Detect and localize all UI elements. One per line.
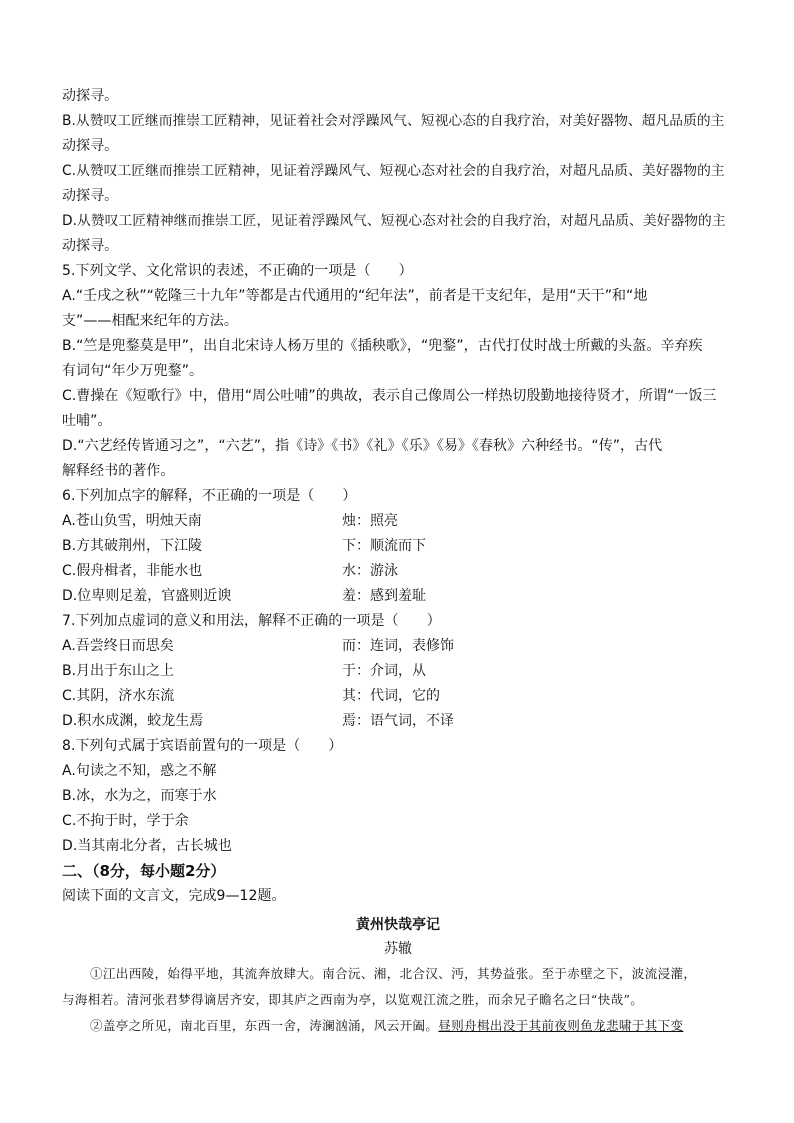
option-row <box>62 684 734 709</box>
exam-page <box>62 84 734 1039</box>
option-text: B.冰，水为之，而寒于水 <box>62 788 217 804</box>
text-line: D.从赞叹工匠精神继而推崇工匠，见证着浮躁风气、短视心态对社会的自我疗治，对超凡品质、美好器物的主 <box>62 213 726 229</box>
question-7 <box>62 609 734 734</box>
option-gloss: 羞：感到羞耻 <box>342 588 426 604</box>
option-gloss: 水：游泳 <box>342 563 398 579</box>
option-text: C.不拘于时，学于余 <box>62 813 189 829</box>
option-gloss: 其：代词，它的 <box>342 688 440 704</box>
text-line: 动探寻。 <box>62 88 119 104</box>
text-line: C.曹操在《短歌行》中，借用“周公吐哺”的典故，表示自己像周公一样热切殷勤地接待贤才，所谓“一饭三 <box>62 388 717 404</box>
question-stem: 5.下列文学、文化常识的表述，不正确的一项是（ ） <box>62 263 413 279</box>
text-line: B.从赞叹工匠继而推崇工匠精神，见证着社会对浮躁风气、短视心态的自我疗治，对美好器物、超凡品质的主 <box>62 113 725 129</box>
article-author: 苏辙 <box>384 941 412 957</box>
question-stem: 7.下列加点虚词的意义和用法，解释不正确的一项是（ ） <box>62 613 441 629</box>
text-line: 动探寻。 <box>62 238 119 254</box>
option-text: A.苍山负雪，明烛天南 <box>62 513 202 529</box>
option-gloss: 烛：照亮 <box>342 513 398 529</box>
question-6 <box>62 484 734 609</box>
option-text: B.方其破荆州，下江陵 <box>62 538 203 554</box>
article-title: 黄州快哉亭记 <box>356 917 440 933</box>
option-row <box>62 709 734 734</box>
passage-text: ②盖亭之所见，南北百里，东西一舍，涛澜汹涌，风云开阖。 <box>90 1018 439 1033</box>
text-line: D.“六艺经传皆通习之”，“六艺”，指《诗》《书》《礼》《乐》《易》《春秋》六种经书。“传”，古代 <box>62 438 663 454</box>
option-text: D.当其南北分者，古长城也 <box>62 838 232 854</box>
text-line: 动探寻。 <box>62 138 119 154</box>
option-gloss: 下：顺流而下 <box>342 538 426 554</box>
option-gloss: 于：介词，从 <box>342 663 426 679</box>
option-text: C.假舟楫者，非能水也 <box>62 563 203 579</box>
option-text: A.吾尝终日而思矣 <box>62 638 174 654</box>
option-row <box>62 509 734 534</box>
text-line: 解释经书的著作。 <box>62 463 175 479</box>
passage-line: 与海相若。清河张君梦得谪居齐安，即其庐之西南为亭，以览观江流之胜，而余兄子瞻名之曰“快哉”。 <box>62 992 644 1007</box>
text-line: 支”——相配来纪年的方法。 <box>62 313 238 329</box>
text-line: 有词句“年少万兜鍪”。 <box>62 363 204 379</box>
passage-line <box>62 1013 734 1039</box>
option-row <box>62 584 734 609</box>
option-text: A.句读之不知，惑之不解 <box>62 763 217 779</box>
underlined-sentence: 昼则舟楫出没于其前夜则鱼龙悲啸于其下变 <box>438 1018 684 1033</box>
text-line: 吐哺”。 <box>62 413 112 429</box>
text-line: A.“壬戌之秋”“乾隆三十九年”等都是古代通用的“纪年法”，前者是干支纪年，是用“天干”和“地 <box>62 288 648 304</box>
option-text: D.积水成渊，蛟龙生焉 <box>62 713 204 729</box>
passage-line: ①江出西陵，始得平地，其流奔放肆大。南合沅、湘，北合汉、沔，其势益张。至于赤壁之下，波流浸灌， <box>90 966 697 981</box>
text-line: C.从赞叹工匠继而推崇工匠精神，见证着浮躁风气、短视心态对社会的自我疗治，对超凡品质、美好器物的主 <box>62 163 725 179</box>
question-stem: 8.下列句式属于宾语前置句的一项是（ ） <box>62 738 343 754</box>
text-line: B.“竺是兜鍪莫是甲”，出自北宋诗人杨万里的《插秧歌》，“兜鍪”，古代打仗时战士所戴的头盔。辛弃疾 <box>62 338 703 354</box>
option-gloss: 焉：语气词，不译 <box>342 713 454 729</box>
section-instruction: 阅读下面的文言文，完成9—12题。 <box>62 888 286 904</box>
section-heading: 二、（8分，每小题2分） <box>62 862 226 880</box>
section-2 <box>62 859 734 1039</box>
question-4-options <box>62 84 734 259</box>
text-line: 动探寻。 <box>62 188 119 204</box>
option-text: D.位卑则足羞，官盛则近谀 <box>62 588 232 604</box>
question-8 <box>62 734 734 859</box>
option-text: C.其阴，济水东流 <box>62 688 175 704</box>
option-row <box>62 634 734 659</box>
option-row <box>62 659 734 684</box>
option-row <box>62 534 734 559</box>
question-stem: 6.下列加点字的解释，不正确的一项是（ ） <box>62 488 357 504</box>
option-text: B.月出于东山之上 <box>62 663 175 679</box>
option-gloss: 而：连词，表修饰 <box>342 638 454 654</box>
question-5 <box>62 259 734 484</box>
option-row <box>62 559 734 584</box>
